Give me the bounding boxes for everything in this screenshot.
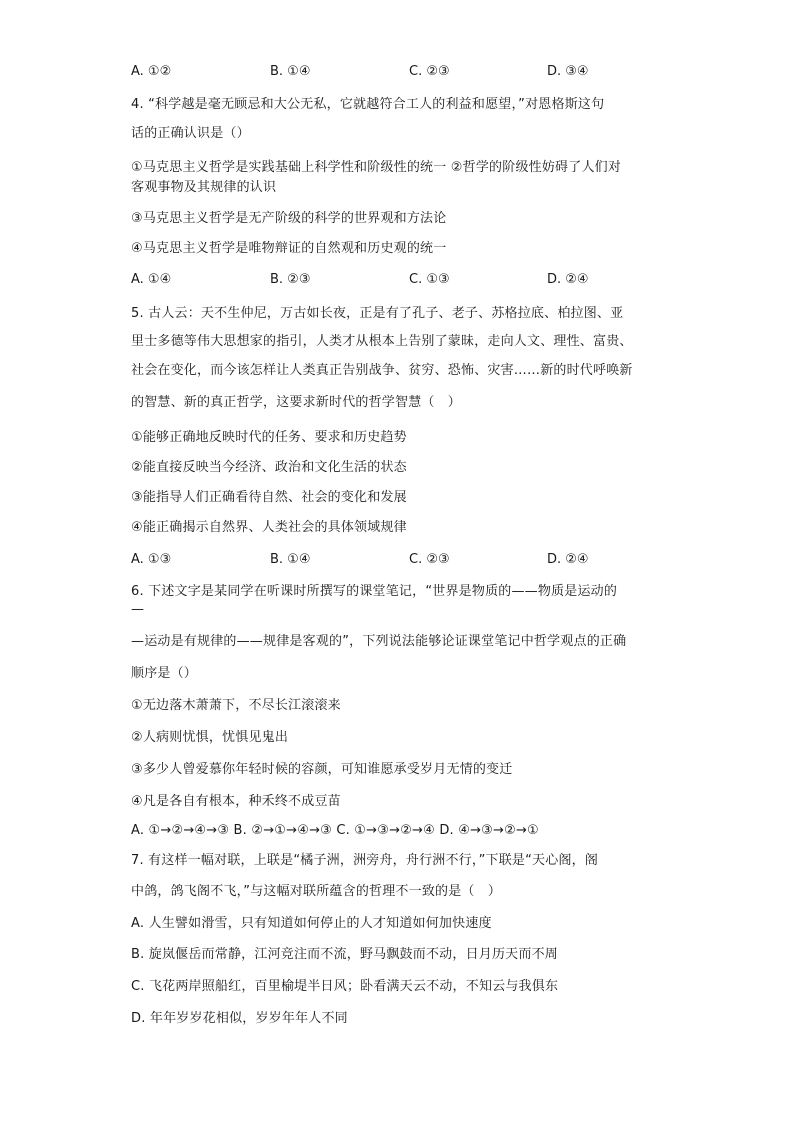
q4-stem-line-1: 4. “科学越是毫无顾忌和大公无私，它就越符合工人的利益和愿望，”对恩格斯这句: [131, 97, 605, 112]
q6-item-1: ①无边落木萧萧下，不尽长江滚滚来: [131, 698, 341, 713]
q5-option-a[interactable]: A. ①③: [131, 552, 172, 567]
q4-item-4: ④马克思主义哲学是唯物辩证的自然观和历史观的统一: [131, 241, 447, 256]
q5-stem-line-1: 5. 古人云：天不生仲尼，万古如长夜，正是有了孔子、老子、苏格拉底、柏拉图、亚: [131, 306, 624, 321]
q4-options: [131, 272, 671, 288]
q5-option-d[interactable]: D. ②④: [547, 552, 589, 567]
q4-option-a[interactable]: A. ①④: [131, 272, 172, 287]
q3-options: [131, 64, 671, 80]
q5-options: [131, 552, 671, 568]
q3-option-b[interactable]: B. ①④: [270, 64, 311, 79]
q6-stem-line-1: 6. 下述文字是某同学在听课时所撰写的课堂笔记，“世界是物质的——物质是运动的: [131, 584, 618, 599]
q7-stem-line-2: 中鸽，鸽飞阁不飞，”与这幅对联所蕴含的哲理不一致的是（ ）: [131, 884, 502, 899]
q5-item-2: ②能直接反映当今经济、政治和文化生活的状态: [131, 460, 407, 475]
q4-option-d[interactable]: D. ②④: [547, 272, 589, 287]
q6-stem-line-2: —: [131, 602, 145, 617]
q7-option-a[interactable]: A. 人生譬如滑雪，只有知道如何停止的人才知道如何加快速度: [131, 916, 492, 931]
q6-item-2: ②人病则忧惧，忧惧见鬼出: [131, 730, 289, 745]
q4-option-b[interactable]: B. ②③: [270, 272, 311, 287]
q5-item-4: ④能正确揭示自然界、人类社会的具体领域规律: [131, 520, 407, 535]
q5-stem-line-4: 的智慧、新的真正哲学，这要求新时代的哲学智慧（ ）: [131, 395, 462, 410]
q7-stem-line-1: 7. 有这样一幅对联，上联是“橘子洲，洲旁舟，舟行洲不行，”下联是“天心阁，阁: [131, 853, 599, 868]
q5-item-3: ③能指导人们正确看待自然、社会的变化和发展: [131, 490, 407, 505]
q3-option-a[interactable]: A. ①②: [131, 64, 172, 79]
q7-option-d[interactable]: D. 年年岁岁花相似，岁岁年年人不同: [131, 1011, 348, 1026]
q7-option-b[interactable]: B. 旋岚偃岳而常静，江河竞注而不流，野马飘鼓而不动，日月历天而不周: [131, 947, 558, 962]
q5-item-1: ①能够正确地反映时代的任务、要求和历史趋势: [131, 430, 407, 445]
q4-item-1: ①马克思主义哲学是实践基础上科学性和阶级性的统一 ②哲学的阶级性妨碍了人们对: [131, 160, 622, 175]
q6-item-3: ③多少人曾爱慕你年轻时候的容颜，可知谁愿承受岁月无情的变迁: [131, 762, 513, 777]
q4-option-c[interactable]: C. ①③: [409, 272, 450, 287]
q4-item-3: ③马克思主义哲学是无产阶级的科学的世界观和方法论: [131, 211, 447, 226]
q6-item-4: ④凡是各自有根本，种禾终不成豆苗: [131, 794, 341, 809]
q6-stem-line-3: —运动是有规律的——规律是客观的”，下列说法能够论证课堂笔记中哲学观点的正确: [131, 634, 627, 649]
q7-option-c[interactable]: C. 飞花两岸照船红，百里榆堤半日风；卧看满天云不动，不知云与我俱东: [131, 979, 559, 994]
q3-option-c[interactable]: C. ②③: [409, 64, 450, 79]
q5-stem-line-2: 里士多德等伟大思想家的指引，人类才从根本上告别了蒙昧，走向人文、理性、富贵、: [131, 334, 633, 349]
q5-option-b[interactable]: B. ①④: [270, 552, 311, 567]
q6-stem-line-4: 顺序是（）: [131, 666, 198, 681]
q4-stem-line-2: 话的正确认识是（）: [131, 126, 250, 141]
q4-item-1-cont: 客观事物及其规律的认识: [131, 180, 277, 195]
q5-option-c[interactable]: C. ②③: [409, 552, 450, 567]
q3-option-d[interactable]: D. ③④: [547, 64, 589, 79]
q5-stem-line-3: 社会在变化，而今该怎样让人类真正告别战争、贫穷、恐怖、灾害……新的时代呼唤新: [131, 363, 633, 378]
q6-options[interactable]: A. ①→②→④→③ B. ②→①→④→③ C. ①→③→②→④ D. ④→③→②→①: [131, 823, 539, 838]
